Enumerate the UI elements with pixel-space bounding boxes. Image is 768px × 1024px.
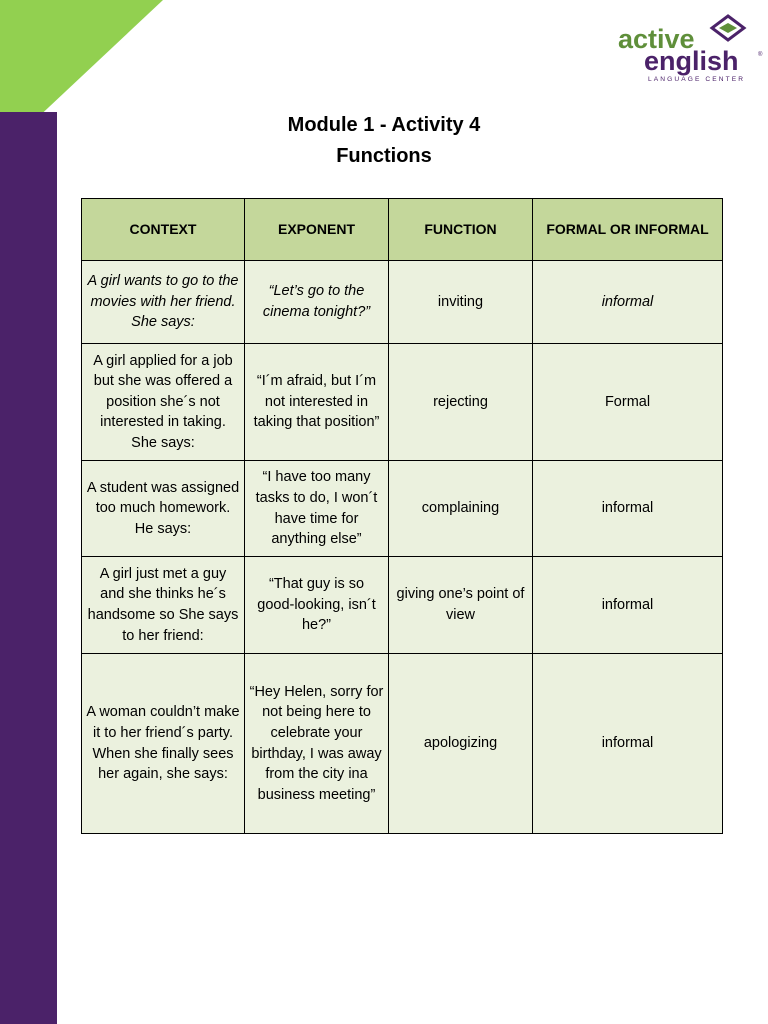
function-cell: apologizing [389, 654, 533, 834]
exponent-cell: “I have too many tasks to do, I won´t have time for anything else” [245, 461, 389, 557]
context-cell: A girl wants to go to the movies with her friend. She says: [82, 261, 245, 344]
function-cell: rejecting [389, 344, 533, 461]
table-row [82, 557, 723, 654]
page-subtitle: Functions [336, 145, 432, 167]
context-cell: A student was assigned too much homework. He says: [82, 461, 245, 557]
table-row [82, 344, 723, 461]
function-cell: inviting [389, 261, 533, 344]
header-exponent: EXPONENT [245, 199, 389, 261]
logo-word-english: english [644, 46, 739, 76]
formality-cell: informal [533, 261, 723, 344]
table-row [82, 261, 723, 344]
context-cell: A girl just met a guy and she thinks he´s handsome so She says to her friend: [82, 557, 245, 654]
logo-registered-mark: ® [758, 52, 763, 58]
exponent-cell: “Hey Helen, sorry for not being here to celebrate your birthday, I was away from the city ina business meeting” [245, 654, 389, 834]
logo-tagline: LANGUAGE CENTER [648, 76, 746, 83]
formality-cell: Formal [533, 344, 723, 461]
function-cell: giving one’s point of view [389, 557, 533, 654]
logo-diamond-icon [712, 16, 744, 40]
context-cell: A girl applied for a job but she was offered a position she´s not interested in taking. She says: [82, 344, 245, 461]
formality-cell: informal [533, 557, 723, 654]
page-title: Module 1 - Activity 4 [287, 114, 481, 136]
table-header-row [82, 199, 723, 261]
functions-table [81, 198, 723, 834]
exponent-cell: “I´m afraid, but I´m not interested in taking that position” [245, 344, 389, 461]
table-row [82, 461, 723, 557]
header-function: FUNCTION [389, 199, 533, 261]
exponent-cell: “Let’s go to the cinema tonight?” [245, 261, 389, 344]
table-row [82, 654, 723, 834]
logo-word-active: active [618, 24, 695, 54]
formality-cell: informal [533, 654, 723, 834]
exponent-cell: “That guy is so good-looking, isn´t he?” [245, 557, 389, 654]
formality-cell: informal [533, 461, 723, 557]
active-english-logo [618, 14, 764, 86]
header-formality: FORMAL OR INFORMAL [533, 199, 723, 261]
context-cell: A woman couldn’t make it to her friend´s party. When she finally sees her again, she says: [82, 654, 245, 834]
header-context: CONTEXT [82, 199, 245, 261]
function-cell: complaining [389, 461, 533, 557]
side-bar-decoration [0, 112, 57, 1024]
